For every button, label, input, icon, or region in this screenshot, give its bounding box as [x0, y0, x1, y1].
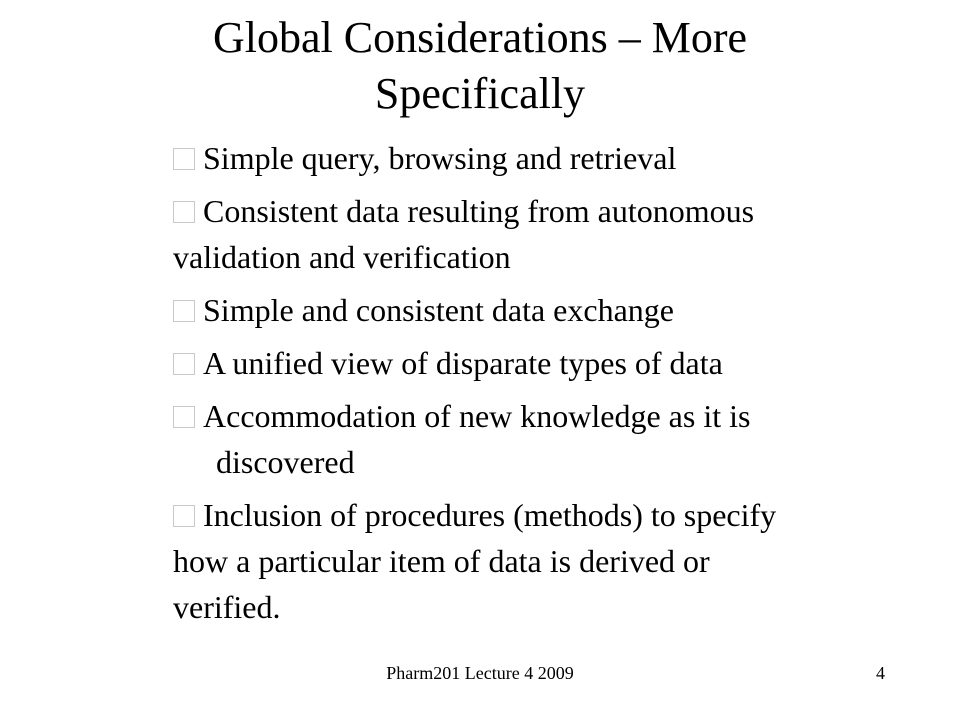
bullet-item: [173, 287, 893, 333]
bullet-text: Simple query, browsing and retrieval: [203, 140, 677, 176]
bullet-text: Consistent data resulting from autonomous: [203, 193, 755, 229]
bullet-item: [173, 393, 893, 485]
bullet-line: [173, 492, 893, 538]
bullet-line: [173, 340, 893, 386]
bullet-line: [173, 287, 893, 333]
page-number: 4: [876, 663, 885, 683]
bullet-line: validation and verification: [173, 239, 511, 275]
bullet-list: [173, 135, 893, 637]
bullet-item: [173, 135, 893, 181]
bullet-item: [173, 340, 893, 386]
bullet-item: [173, 188, 893, 280]
title-line-2: Specifically: [374, 69, 586, 118]
bullet-line: [173, 393, 893, 439]
missing-glyph-box-icon: [173, 406, 195, 428]
bullet-item: [173, 492, 893, 630]
missing-glyph-box-icon: [173, 505, 195, 527]
bullet-line: [173, 135, 893, 181]
bullet-text: A unified view of disparate types of data: [203, 345, 723, 381]
bullet-text: Inclusion of procedures (methods) to specify: [203, 497, 777, 533]
bullet-line: verified.: [173, 589, 281, 625]
bullet-text: Simple and consistent data exchange: [203, 292, 674, 328]
missing-glyph-box-icon: [173, 353, 195, 375]
bullet-line: discovered: [216, 444, 355, 480]
bullet-line: how a particular item of data is derived or: [173, 543, 710, 579]
bullet-text: Accommodation of new knowledge as it is: [203, 398, 751, 434]
title-line-1: Global Considerations – More: [212, 13, 748, 62]
bullet-line: [173, 188, 893, 234]
missing-glyph-box-icon: [173, 300, 195, 322]
missing-glyph-box-icon: [173, 148, 195, 170]
missing-glyph-box-icon: [173, 201, 195, 223]
slide-footer: Pharm201 Lecture 4 2009: [386, 663, 574, 683]
slide-title: [170, 10, 790, 122]
